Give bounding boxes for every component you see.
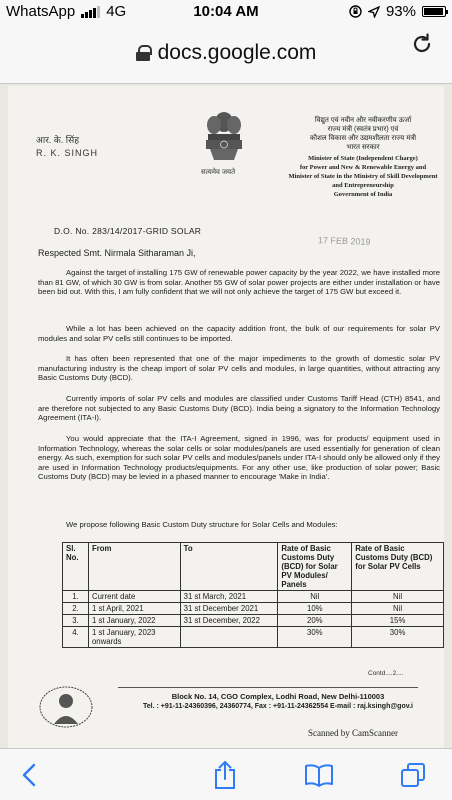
share-button[interactable] xyxy=(208,759,242,791)
table-cell: 3. xyxy=(63,615,89,627)
paragraph-6: We propose following Basic Custom Duty structure for Solar Cells and Modules: xyxy=(66,520,338,529)
table-header-row xyxy=(63,543,444,591)
status-bar xyxy=(0,0,452,24)
table-cell: 10% xyxy=(278,603,352,615)
table-header: Rate of Basic Customs Duty (BCD) for Solar PV Modules/ Panels xyxy=(278,543,352,591)
table-cell: 4. xyxy=(63,627,89,648)
table-cell: Current date xyxy=(88,591,180,603)
ministry-line-5: Government of India xyxy=(333,191,393,198)
national-emblem-icon xyxy=(198,108,250,166)
table-cell: 30% xyxy=(352,627,444,648)
ministry-line-4: and Entrepreneurship xyxy=(332,182,394,189)
back-to-app-label[interactable]: WhatsApp xyxy=(6,3,76,20)
table-cell: 15% xyxy=(352,615,444,627)
date-stamp: 17 FEB 2019 xyxy=(317,235,371,247)
sender-name-block xyxy=(36,134,98,160)
table-header: Sl. No. xyxy=(63,543,89,591)
lock-icon xyxy=(136,45,150,61)
table-cell: 1 st April, 2021 xyxy=(88,603,180,615)
table-header: From xyxy=(88,543,180,591)
battery-percent: 93% xyxy=(385,3,416,20)
address-bar xyxy=(0,24,452,84)
status-right xyxy=(349,3,446,20)
table-row xyxy=(63,591,444,603)
bcd-table xyxy=(62,542,444,648)
ministry-line-2: for Power and New & Renewable Energy and xyxy=(299,164,427,171)
table-cell: 20% xyxy=(278,615,352,627)
table-cell: 31 st March, 2021 xyxy=(180,591,278,603)
back-icon xyxy=(22,763,36,787)
paragraph-3: It has often been represented that one of the major impediments to the growth of domestic solar PV manufacturing industry is the cheap import of solar PV cells and modules, in large quantities, without attracting any Basic Customs Duty (BCD). xyxy=(38,354,440,383)
table-cell: 31 st December, 2022 xyxy=(180,615,278,627)
share-icon xyxy=(213,760,237,790)
footer-address: Block No. 14, CGO Complex, Lodhi Road, New Delhi-110003 xyxy=(171,692,385,701)
table-cell: Nil xyxy=(352,591,444,603)
url-text: docs.google.com xyxy=(157,41,317,64)
table-cell: Nil xyxy=(352,603,444,615)
table-cell: 1 st January, 2023 onwards xyxy=(88,627,180,648)
paragraph-4: Currently imports of solar PV cells and modules are classified under Customs Tariff Head (CTH) 8541, and are therefore not subjected to any Basic Customs Duty (BCD). India being a signatory to the Information Technology Agreement (ITA-I). xyxy=(38,394,440,423)
paragraph-5: You would appreciate that the ITA-I Agreement, signed in 1996, was for products/ equipment used in Information Technology, whereas the solar cells or solar modules/panels are used essentially for generation of clean energy. As such, exemption for such solar PV cells and modules/panels under ITA-I should only be allowed only if they are used in Information Technology products/equipments. For any other use, like production of solar power; Basic Customs Duty (BCD) may be levied in a phased manner to encourage 'Make in India'. xyxy=(38,434,440,482)
letter-footer xyxy=(118,692,438,712)
portrait-seal-icon xyxy=(38,686,94,728)
table-cell: 2. xyxy=(63,603,89,615)
table-cell: 1 st January, 2022 xyxy=(88,615,180,627)
paragraph-2: While a lot has been achieved on the capacity addition front, the bulk of our requirements for solar PV modules and solar PV cells still continues to be imported. xyxy=(38,324,440,343)
ministry-line-1: Minister of State (Independent Charge) xyxy=(308,155,418,162)
do-number: D.O. No. 283/14/2017-GRID SOLAR xyxy=(54,226,202,236)
sender-name-hindi: आर. के. सिंह xyxy=(36,135,79,145)
browser-toolbar xyxy=(0,748,452,800)
back-button[interactable] xyxy=(12,759,46,791)
table-row xyxy=(63,603,444,615)
footer-rule xyxy=(118,687,418,688)
ministry-hindi-1: विद्युत एवं नवीन और नवीकरणीय ऊर्जा xyxy=(314,117,412,124)
ministry-block xyxy=(278,116,444,199)
table-cell: 31 st December 2021 xyxy=(180,603,278,615)
table-row xyxy=(63,627,444,648)
sender-name: R. K. SINGH xyxy=(36,148,99,158)
url-field[interactable] xyxy=(20,34,432,72)
tabs-button[interactable] xyxy=(396,759,430,791)
paragraph-1: Against the target of installing 175 GW of renewable power capacity by the year 2022, we have installed more than 81 GW, of which 30 GW is from solar. Another 55 GW of solar power projects are either under installation or have been bid out. With this, I am fully confident that we will not only achieve the target of 175 GW but exceed it. xyxy=(38,268,440,297)
reload-icon[interactable] xyxy=(410,32,434,56)
ministry-hindi-4: भारत सरकार xyxy=(346,144,380,151)
camscanner-watermark: Scanned by CamScanner xyxy=(308,728,398,738)
bookmarks-button[interactable] xyxy=(302,759,336,791)
network-label: 4G xyxy=(106,3,127,20)
lock-rotation-icon xyxy=(349,5,362,18)
table-header: To xyxy=(180,543,278,591)
table-cell: 30% xyxy=(278,627,352,648)
footer-contact: Tel. : +91-11-24360396, 24360774, Fax : +91-11-24362554 E-mail : raj.ksingh@gov.i xyxy=(142,703,413,710)
document-page xyxy=(8,86,444,748)
continued-note: Contd....2.... xyxy=(368,670,404,677)
table-cell: Nil xyxy=(278,591,352,603)
location-icon xyxy=(368,6,380,18)
tabs-icon xyxy=(400,762,426,788)
table-row xyxy=(63,615,444,627)
bookmarks-icon xyxy=(304,763,334,787)
battery-icon xyxy=(422,6,446,17)
emblem-motto: सत्यमेव जयते xyxy=(201,169,236,176)
ministry-hindi-3: कौशल विकास और उद्यमशीलता राज्य मंत्री xyxy=(309,135,417,142)
table-cell xyxy=(180,627,278,648)
clock: 10:04 AM xyxy=(193,3,259,20)
ministry-hindi-2: राज्य मंत्री (स्वतंत्र प्रभार) एवं xyxy=(327,126,399,133)
table-header: Rate of Basic Customs Duty (BCD) for Solar PV Cells xyxy=(352,543,444,591)
ministry-line-3: Minister of State in the Ministry of Skill Development xyxy=(288,173,438,180)
salutation: Respected Smt. Nirmala Sitharaman Ji, xyxy=(38,248,196,258)
table-cell: 1. xyxy=(63,591,89,603)
